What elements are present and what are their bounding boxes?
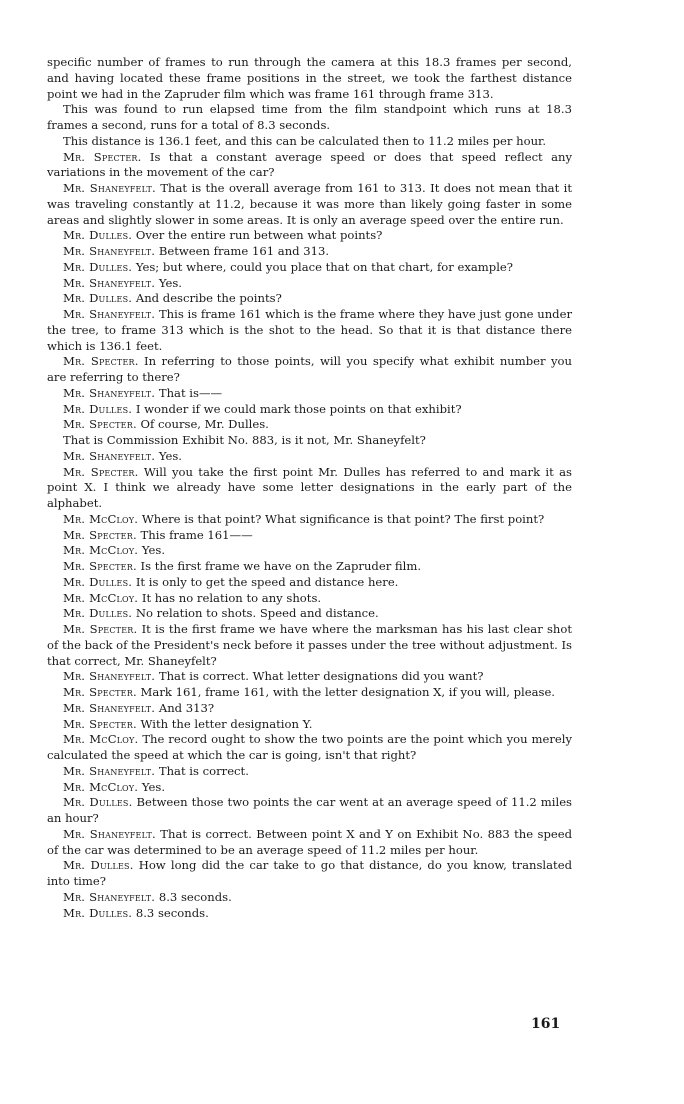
paragraph-text: With the letter designation Y. — [140, 716, 313, 731]
speaker-name: Mr. Shaneyfelt. — [63, 669, 156, 684]
speaker-name: Mr. Shaneyfelt. — [63, 826, 156, 841]
transcript-paragraph — [47, 276, 572, 292]
speaker-name: Mr. Shaneyfelt. — [63, 244, 156, 258]
speaker-name: Mr. McCloy. — [63, 779, 139, 794]
paragraph-text: That is Commission Exhibit No. 883, is it not, Mr. Shaneyfelt? — [63, 433, 426, 447]
page-number: 161 — [531, 1016, 561, 1032]
paragraph-text: Is that a constant average speed or does that speed reflect any variations in the movement of the car? — [47, 149, 572, 180]
speaker-name: Mr. Dulles. — [63, 228, 133, 243]
transcript-paragraph — [47, 858, 572, 890]
transcript-body — [47, 55, 572, 921]
transcript-paragraph — [47, 134, 572, 150]
transcript-paragraph — [47, 764, 572, 780]
speaker-name: Mr. McCloy. — [63, 590, 139, 605]
paragraph-text: This is frame 161 which is the frame where they have just gone under the tree, to frame 313 which is the shot to the head. So that it is that distance there which is 136.1 feet. — [47, 307, 573, 353]
transcript-paragraph — [47, 622, 572, 669]
paragraph-text: That is the overall average from 161 to 313. It does not mean that it was traveling constantly at 11.2, because it was more than likely going faster in some areas and slightly slower in some areas. It is only an average speed over the entire run. — [47, 181, 573, 227]
transcript-paragraph — [47, 890, 572, 906]
speaker-name: Mr. McCloy. — [63, 543, 139, 558]
paragraph-text: Over the entire run between what points? — [135, 228, 383, 243]
speaker-name: Mr. Dulles. — [63, 259, 133, 274]
paragraph-text: Is the first frame we have on the Zapruder film. — [140, 559, 422, 573]
paragraph-text: Yes. — [141, 779, 166, 794]
paragraph-text: That is—— — [158, 385, 223, 400]
transcript-paragraph — [47, 260, 572, 276]
speaker-name: Mr. Specter. — [63, 685, 137, 699]
transcript-paragraph — [47, 354, 572, 386]
paragraph-text: This distance is 136.1 feet, and this can be calculated then to 11.2 miles per hour. — [63, 133, 547, 148]
speaker-name: Mr. Dulles. — [63, 606, 133, 621]
transcript-paragraph — [47, 795, 572, 827]
paragraph-text: Where is that point? What significance is that point? The first point? — [141, 511, 545, 526]
transcript-paragraph — [47, 386, 572, 402]
paragraph-text: Yes. — [158, 448, 182, 463]
speaker-name: Mr. Specter. — [63, 417, 137, 432]
transcript-paragraph — [47, 512, 572, 528]
paragraph-text: Yes; but where, could you place that on that chart, for example? — [135, 259, 514, 274]
speaker-name: Mr. Specter. — [63, 149, 142, 164]
speaker-name: Mr. Shaneyfelt. — [63, 763, 156, 778]
transcript-paragraph — [47, 449, 572, 465]
paragraph-text: It has no relation to any shots. — [141, 590, 322, 605]
speaker-name: Mr. Shaneyfelt. — [63, 700, 156, 715]
paragraph-text: In referring to those points, will you specify what exhibit number you are referring to there? — [47, 354, 573, 384]
speaker-name: Mr. Shaneyfelt. — [63, 181, 156, 195]
speaker-name: Mr. Specter. — [63, 354, 139, 369]
speaker-name: Mr. Dulles. — [63, 905, 133, 920]
transcript-paragraph — [47, 606, 572, 622]
transcript-paragraph — [47, 433, 572, 449]
paragraph-text: Of course, Mr. Dulles. — [140, 417, 269, 432]
speaker-name: Mr. Dulles. — [63, 795, 133, 810]
speaker-name: Mr. Dulles. — [63, 291, 133, 306]
paragraph-text: That is correct. What letter designations did you want? — [158, 669, 484, 684]
paragraph-text: And 313? — [158, 700, 215, 715]
transcript-paragraph — [47, 402, 572, 418]
transcript-paragraph — [47, 55, 572, 102]
transcript-paragraph — [47, 591, 572, 607]
paragraph-text: 8.3 seconds. — [158, 889, 232, 904]
transcript-paragraph — [47, 307, 572, 354]
paragraph-text: This frame 161—— — [140, 527, 253, 542]
paragraph-text: Between frame 161 and 313. — [158, 244, 330, 258]
transcript-paragraph — [47, 780, 572, 796]
paragraph-text: It is the first frame we have where the marksman has his last clear shot of the back of the President's neck before it passes under the tree without adjustment. Is that correct, Mr. Shaneyfelt? — [47, 622, 573, 668]
paragraph-text: specific number of frames to run through the camera at this 18.3 frames per second, and having located these frame positions in the street, we took the farthest distance point we had in the Zapruder film which was frame 161 through frame 313. — [47, 55, 572, 101]
speaker-name: Mr. Shaneyfelt. — [63, 275, 156, 290]
speaker-name: Mr. Specter. — [63, 622, 138, 636]
speaker-name: Mr. Dulles. — [63, 574, 133, 589]
transcript-paragraph — [47, 575, 572, 591]
speaker-name: Mr. Specter. — [63, 559, 137, 573]
speaker-name: Mr. McCloy. — [63, 732, 139, 747]
paragraph-text: And describe the points? — [135, 291, 282, 306]
transcript-paragraph — [47, 465, 572, 512]
paragraph-text: Yes. — [141, 543, 166, 558]
transcript-paragraph — [47, 244, 572, 260]
speaker-name: Mr. Specter. — [63, 716, 137, 731]
speaker-name: Mr. McCloy. — [63, 511, 139, 526]
transcript-paragraph — [47, 685, 572, 701]
speaker-name: Mr. Specter. — [63, 527, 137, 542]
transcript-paragraph — [47, 150, 572, 182]
transcript-paragraph — [47, 906, 572, 922]
transcript-paragraph — [47, 559, 572, 575]
transcript-paragraph — [47, 827, 572, 859]
transcript-paragraph — [47, 291, 572, 307]
speaker-name: Mr. Specter. — [63, 464, 139, 479]
speaker-name: Mr. Shaneyfelt. — [63, 307, 156, 321]
transcript-paragraph — [47, 417, 572, 433]
paragraph-text: Will you take the first point Mr. Dulles has referred to and mark it as point X. I think we already have some letter designations in the early part of the alphabet. — [47, 464, 572, 510]
paragraph-text: Yes. — [158, 275, 182, 290]
transcript-paragraph — [47, 701, 572, 717]
transcript-paragraph — [47, 732, 572, 764]
paragraph-text: How long did the car take to go that distance, do you know, translated into time? — [47, 858, 572, 888]
transcript-page — [47, 55, 572, 921]
paragraph-text: No relation to shots. Speed and distance. — [135, 606, 379, 621]
transcript-paragraph — [47, 717, 572, 733]
transcript-paragraph — [47, 181, 572, 228]
transcript-paragraph — [47, 669, 572, 685]
speaker-name: Mr. Shaneyfelt. — [63, 448, 156, 463]
transcript-paragraph — [47, 102, 572, 134]
paragraph-text: 8.3 seconds. — [135, 905, 209, 920]
transcript-paragraph — [47, 543, 572, 559]
paragraph-text: Between those two points the car went at an average speed of 11.2 miles an hour? — [47, 795, 573, 825]
paragraph-text: Mark 161, frame 161, with the letter designation X, if you will, please. — [140, 685, 555, 699]
paragraph-text: The record ought to show the two points are the point which you merely calculated the speed at which the car is going, isn't that right? — [47, 732, 572, 762]
speaker-name: Mr. Dulles. — [63, 401, 133, 416]
speaker-name: Mr. Dulles. — [63, 858, 134, 873]
paragraph-text: That is correct. — [158, 763, 249, 778]
speaker-name: Mr. Shaneyfelt. — [63, 889, 156, 904]
paragraph-text: I wonder if we could mark those points on that exhibit? — [135, 401, 462, 416]
speaker-name: Mr. Shaneyfelt. — [63, 385, 156, 400]
transcript-paragraph — [47, 528, 572, 544]
transcript-paragraph — [47, 228, 572, 244]
paragraph-text: It is only to get the speed and distance here. — [135, 574, 399, 589]
paragraph-text: This was found to run elapsed time from the film standpoint which runs at 18.3 frames a second, runs for a total of 8.3 seconds. — [47, 102, 572, 132]
paragraph-text: That is correct. Between point X and Y on Exhibit No. 883 the speed of the car was determined to be an average speed of 11.2 miles per hour. — [47, 826, 573, 857]
